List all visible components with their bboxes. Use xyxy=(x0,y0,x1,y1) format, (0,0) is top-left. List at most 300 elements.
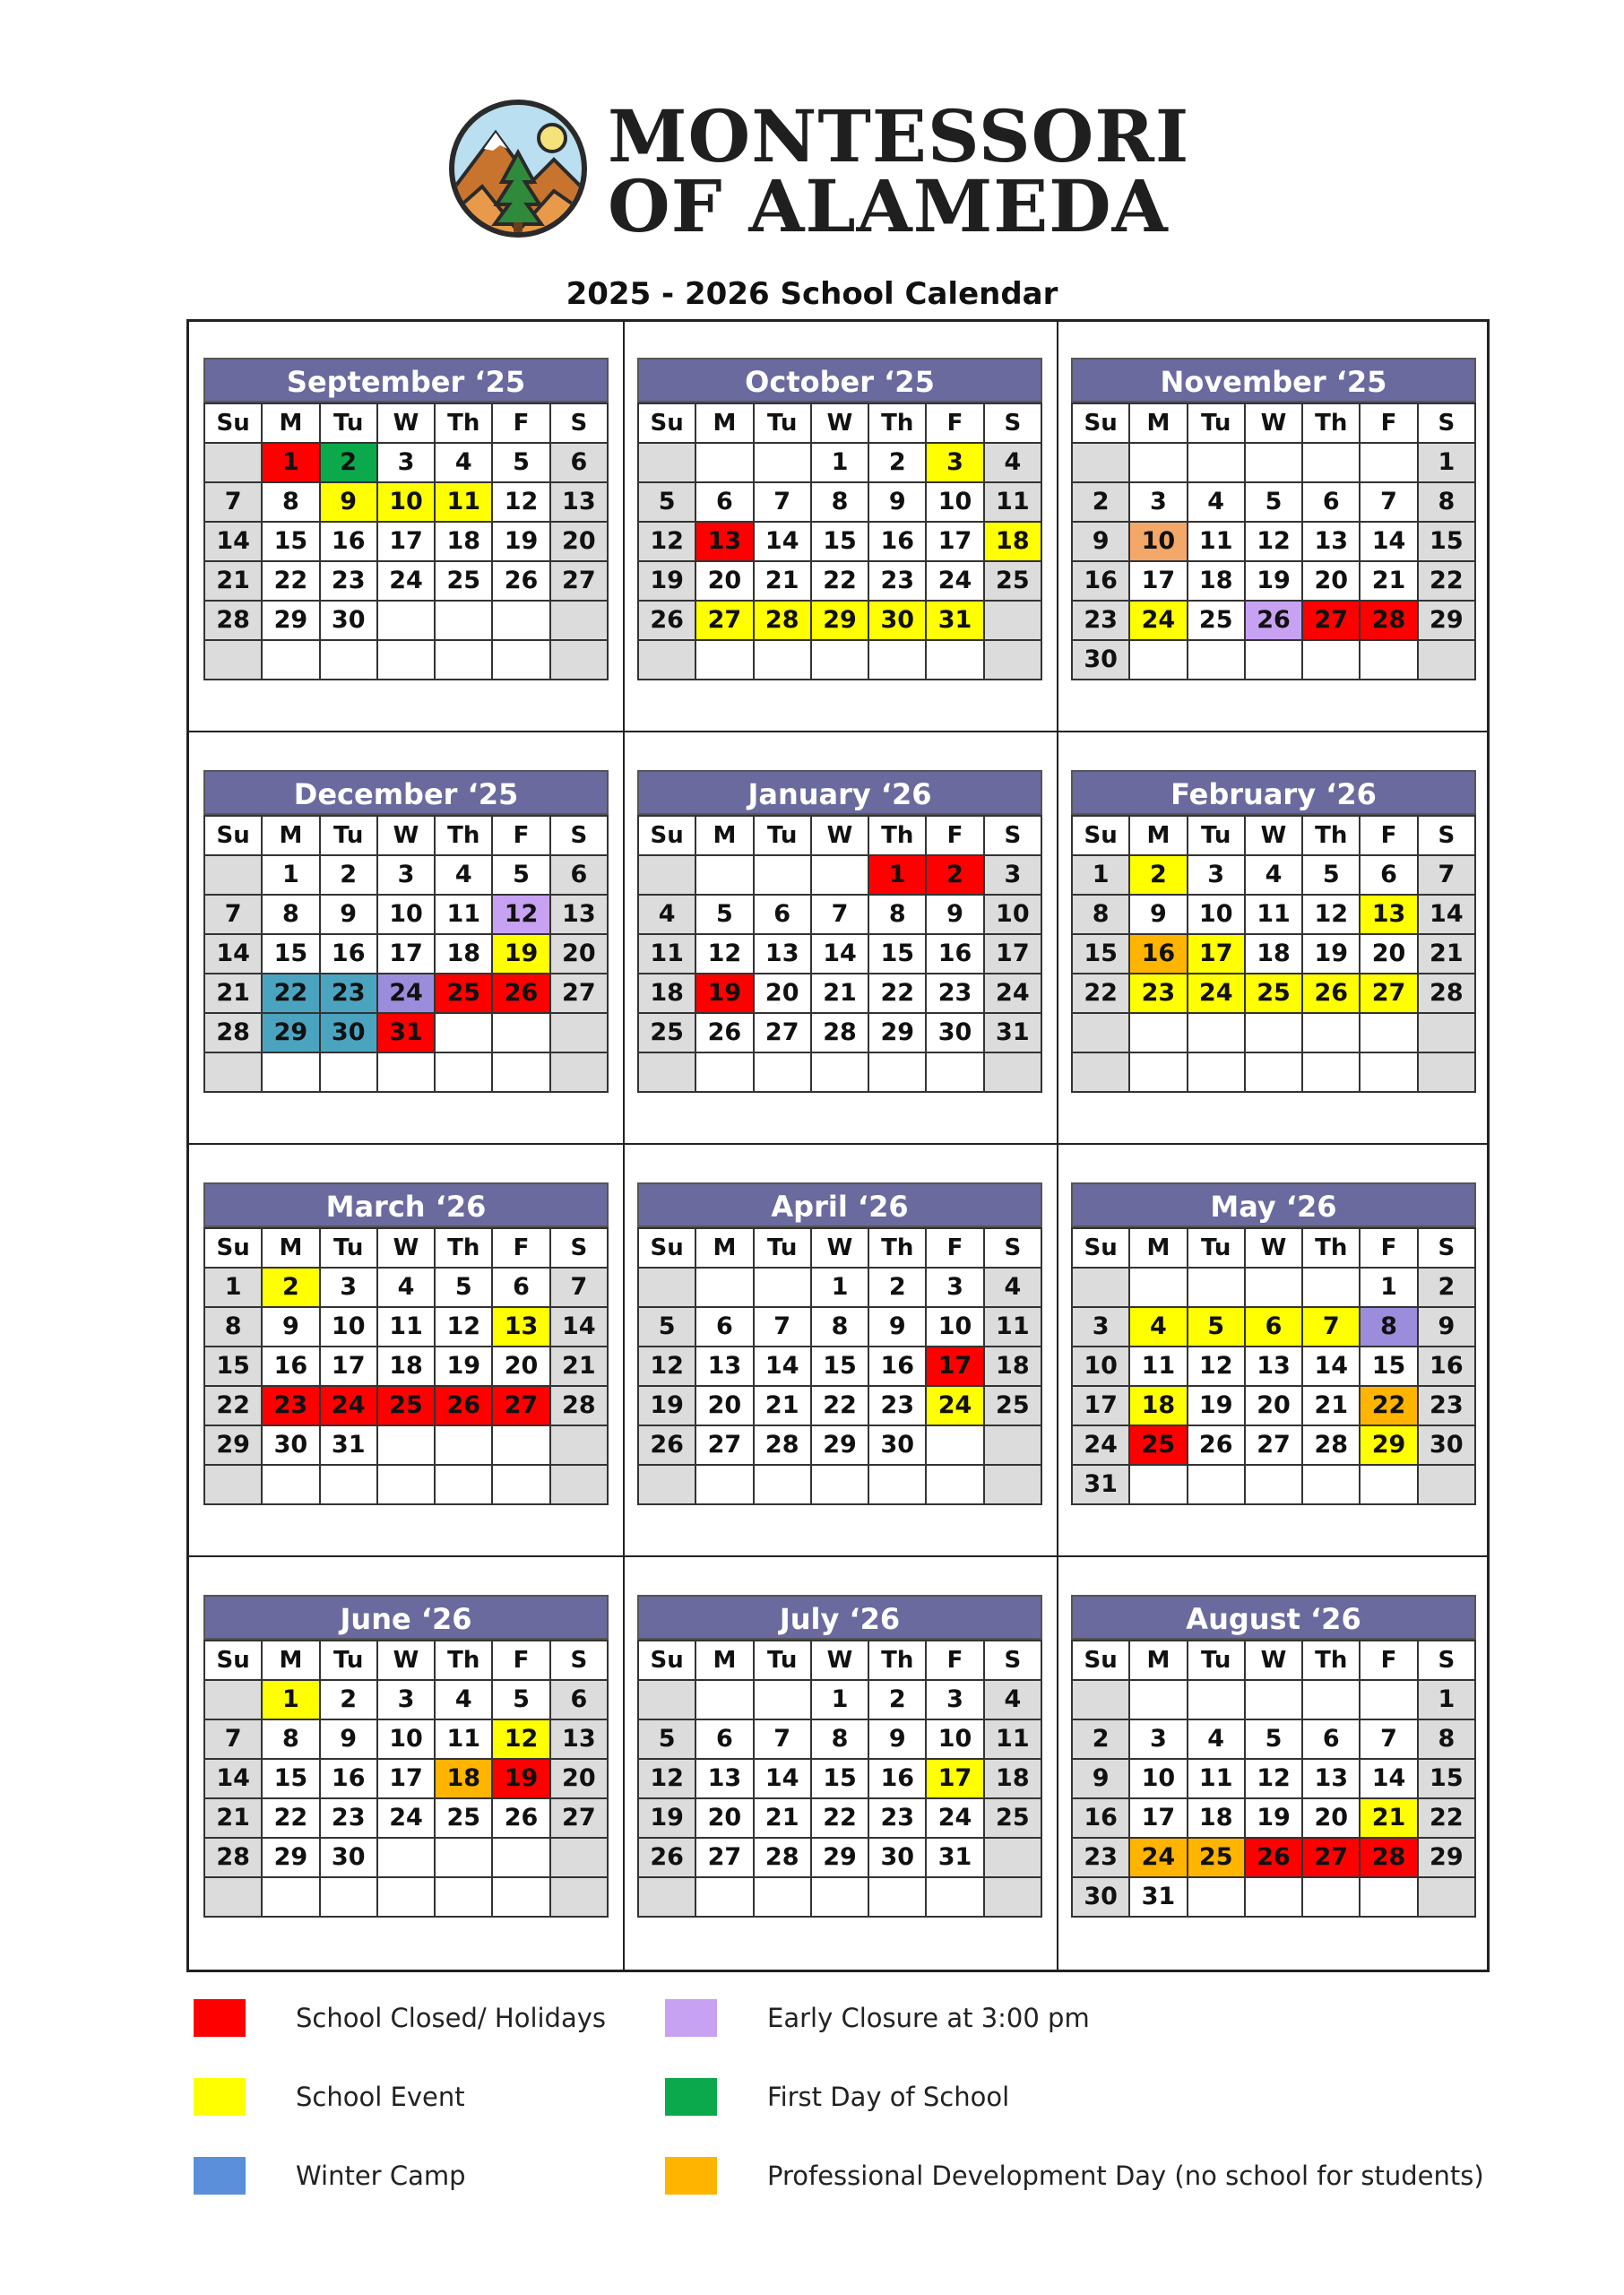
day-cell: 24 xyxy=(1188,974,1245,1013)
day-cell: 25 xyxy=(984,1798,1041,1838)
day-cell: 3 xyxy=(1072,1307,1129,1347)
day-cell: 2 xyxy=(868,1680,926,1719)
week-row xyxy=(1072,934,1475,974)
calendar-title: 2025 - 2026 School Calendar xyxy=(566,276,1058,312)
weekday-label: Th xyxy=(868,816,926,855)
weekday-label: S xyxy=(1418,403,1475,443)
empty-cell xyxy=(754,855,811,895)
day-cell: 8 xyxy=(811,1307,868,1347)
weekday-label: Tu xyxy=(754,816,811,855)
day-cell: 15 xyxy=(262,934,319,974)
weekday-label: Su xyxy=(1072,816,1129,855)
week-row xyxy=(638,561,1041,601)
weekday-label: F xyxy=(926,1228,983,1268)
weekday-label: Su xyxy=(638,403,695,443)
weekday-label: M xyxy=(695,816,753,855)
day-cell: 23 xyxy=(320,561,377,601)
weekday-label: Tu xyxy=(320,403,377,443)
day-cell: 5 xyxy=(492,443,549,482)
day-cell: 15 xyxy=(1418,522,1475,561)
week-row xyxy=(204,443,608,482)
day-cell: 4 xyxy=(1188,482,1245,522)
week-row xyxy=(1072,1386,1475,1425)
day-cell: 13 xyxy=(1360,895,1417,934)
day-cell: 30 xyxy=(320,601,377,640)
day-cell: 26 xyxy=(695,1013,753,1052)
empty-cell xyxy=(435,1465,492,1504)
weekday-label: M xyxy=(695,1228,753,1268)
day-cell: 12 xyxy=(492,895,549,934)
day-cell: 19 xyxy=(638,561,695,601)
day-cell: 9 xyxy=(1072,522,1129,561)
week-row xyxy=(204,1877,608,1917)
day-cell: 6 xyxy=(550,1680,608,1719)
empty-cell xyxy=(811,1052,868,1092)
day-cell: 20 xyxy=(550,1759,608,1798)
month-panel xyxy=(1071,1182,1476,1505)
day-cell: 16 xyxy=(1072,1798,1129,1838)
week-row xyxy=(204,522,608,561)
weekday-header-row xyxy=(638,1228,1041,1268)
day-cell: 6 xyxy=(492,1268,549,1307)
day-cell: 2 xyxy=(1129,855,1187,895)
day-cell: 27 xyxy=(754,1013,811,1052)
empty-cell xyxy=(1072,1680,1129,1719)
day-cell: 23 xyxy=(868,561,926,601)
month-panel xyxy=(637,1182,1042,1505)
weekday-label: Su xyxy=(1072,403,1129,443)
empty-cell xyxy=(811,1465,868,1504)
grid-divider xyxy=(623,322,625,1970)
day-cell: 17 xyxy=(1129,1798,1187,1838)
day-cell: 29 xyxy=(1360,1425,1417,1465)
month-title: March ‘26 xyxy=(203,1182,609,1227)
day-cell: 21 xyxy=(754,1386,811,1425)
month-panel xyxy=(203,770,609,1093)
empty-cell xyxy=(1245,640,1302,680)
day-cell: 13 xyxy=(695,1759,753,1798)
empty-cell xyxy=(492,1465,549,1504)
day-cell: 29 xyxy=(1418,601,1475,640)
empty-cell xyxy=(435,640,492,680)
day-cell: 27 xyxy=(1302,601,1360,640)
day-cell: 7 xyxy=(754,1719,811,1759)
day-cell: 5 xyxy=(638,482,695,522)
day-cell: 7 xyxy=(1418,855,1475,895)
day-cell: 9 xyxy=(868,1307,926,1347)
day-cell: 31 xyxy=(1072,1465,1129,1504)
week-row xyxy=(1072,1465,1475,1504)
day-cell: 11 xyxy=(435,1719,492,1759)
day-cell: 25 xyxy=(1245,974,1302,1013)
weekday-label: F xyxy=(492,816,549,855)
empty-cell xyxy=(868,1877,926,1917)
week-row xyxy=(204,855,608,895)
weekday-label: S xyxy=(984,816,1041,855)
weekday-label: S xyxy=(984,403,1041,443)
weekday-label: W xyxy=(1245,403,1302,443)
weekday-label: Su xyxy=(1072,1641,1129,1680)
week-row xyxy=(204,1719,608,1759)
empty-cell xyxy=(811,1877,868,1917)
day-cell: 12 xyxy=(638,522,695,561)
empty-cell xyxy=(638,1052,695,1092)
week-row xyxy=(638,443,1041,482)
school-logo xyxy=(446,94,1190,249)
month-panel xyxy=(1071,770,1476,1093)
weekday-label: Th xyxy=(868,1228,926,1268)
week-row xyxy=(1072,855,1475,895)
week-row xyxy=(1072,1307,1475,1347)
day-cell: 22 xyxy=(811,1386,868,1425)
empty-cell xyxy=(754,1268,811,1307)
day-cell: 30 xyxy=(262,1425,319,1465)
day-cell: 25 xyxy=(435,974,492,1013)
empty-cell xyxy=(1129,1052,1187,1092)
day-cell: 24 xyxy=(984,974,1041,1013)
day-cell: 17 xyxy=(1188,934,1245,974)
day-cell: 4 xyxy=(984,1680,1041,1719)
day-cell: 24 xyxy=(377,974,435,1013)
day-cell: 28 xyxy=(754,1425,811,1465)
empty-cell xyxy=(984,1052,1041,1092)
day-cell: 4 xyxy=(377,1268,435,1307)
empty-cell xyxy=(550,1877,608,1917)
week-row xyxy=(638,1759,1041,1798)
day-cell: 23 xyxy=(320,1798,377,1838)
day-cell: 8 xyxy=(868,895,926,934)
empty-cell xyxy=(377,1838,435,1877)
day-cell: 23 xyxy=(320,974,377,1013)
month-panel xyxy=(203,1182,609,1505)
week-row xyxy=(638,1013,1041,1052)
empty-cell xyxy=(1360,1465,1417,1504)
empty-cell xyxy=(754,1052,811,1092)
day-cell: 17 xyxy=(377,1759,435,1798)
day-cell: 26 xyxy=(638,1425,695,1465)
day-cell: 20 xyxy=(1245,1386,1302,1425)
day-cell: 21 xyxy=(754,1798,811,1838)
month-title: April ‘26 xyxy=(637,1182,1042,1227)
empty-cell xyxy=(1188,1268,1245,1307)
day-cell: 16 xyxy=(1072,561,1129,601)
empty-cell xyxy=(1245,1268,1302,1307)
grid-divider xyxy=(189,731,1487,732)
day-cell: 11 xyxy=(1188,1759,1245,1798)
month-title: June ‘26 xyxy=(203,1595,609,1640)
day-cell: 8 xyxy=(1418,482,1475,522)
day-cell: 28 xyxy=(1360,1838,1417,1877)
empty-cell xyxy=(492,1013,549,1052)
weekday-label: F xyxy=(1360,403,1417,443)
day-cell: 6 xyxy=(550,855,608,895)
week-row xyxy=(204,934,608,974)
empty-cell xyxy=(550,1838,608,1877)
week-row xyxy=(638,1347,1041,1386)
week-row xyxy=(638,1052,1041,1092)
weekday-label: Tu xyxy=(754,1641,811,1680)
empty-cell xyxy=(754,640,811,680)
day-cell: 22 xyxy=(1418,1798,1475,1838)
day-cell: 22 xyxy=(868,974,926,1013)
weekday-label: W xyxy=(1245,816,1302,855)
day-cell: 20 xyxy=(492,1347,549,1386)
month-table xyxy=(637,815,1042,1093)
weekday-label: W xyxy=(811,816,868,855)
day-cell: 5 xyxy=(1188,1307,1245,1347)
empty-cell xyxy=(695,855,753,895)
day-cell: 8 xyxy=(1360,1307,1417,1347)
week-row xyxy=(1072,1877,1475,1917)
weekday-label: S xyxy=(984,1641,1041,1680)
day-cell: 21 xyxy=(754,561,811,601)
week-row xyxy=(638,1465,1041,1504)
day-cell: 31 xyxy=(377,1013,435,1052)
weekday-label: Th xyxy=(868,1641,926,1680)
day-cell: 2 xyxy=(1072,482,1129,522)
day-cell: 7 xyxy=(1360,1719,1417,1759)
day-cell: 29 xyxy=(262,1838,319,1877)
day-cell: 6 xyxy=(1302,482,1360,522)
day-cell: 3 xyxy=(926,443,983,482)
day-cell: 5 xyxy=(638,1719,695,1759)
day-cell: 15 xyxy=(204,1347,262,1386)
day-cell: 25 xyxy=(1129,1425,1187,1465)
day-cell: 8 xyxy=(204,1307,262,1347)
day-cell: 17 xyxy=(984,934,1041,974)
empty-cell xyxy=(695,1680,753,1719)
day-cell: 19 xyxy=(638,1798,695,1838)
day-cell: 28 xyxy=(754,1838,811,1877)
empty-cell xyxy=(435,1425,492,1465)
empty-cell xyxy=(754,443,811,482)
empty-cell xyxy=(492,1425,549,1465)
day-cell: 28 xyxy=(1418,974,1475,1013)
day-cell: 27 xyxy=(1245,1425,1302,1465)
day-cell: 29 xyxy=(811,1425,868,1465)
day-cell: 6 xyxy=(1302,1719,1360,1759)
weekday-label: F xyxy=(1360,1641,1417,1680)
day-cell: 10 xyxy=(926,482,983,522)
day-cell: 1 xyxy=(1360,1268,1417,1307)
empty-cell xyxy=(1188,1052,1245,1092)
empty-cell xyxy=(754,1680,811,1719)
day-cell: 3 xyxy=(1129,482,1187,522)
day-cell: 8 xyxy=(1418,1719,1475,1759)
month-title: December ‘25 xyxy=(203,770,609,815)
day-cell: 13 xyxy=(550,1719,608,1759)
empty-cell xyxy=(638,640,695,680)
month-panel xyxy=(637,1595,1042,1918)
legend-swatch xyxy=(194,1999,246,2037)
empty-cell xyxy=(868,640,926,680)
empty-cell xyxy=(1245,1052,1302,1092)
day-cell: 12 xyxy=(1245,1759,1302,1798)
month-title: August ‘26 xyxy=(1071,1595,1476,1640)
day-cell: 25 xyxy=(435,561,492,601)
day-cell: 21 xyxy=(1418,934,1475,974)
day-cell: 18 xyxy=(984,1759,1041,1798)
weekday-label: Th xyxy=(1302,1228,1360,1268)
day-cell: 30 xyxy=(926,1013,983,1052)
empty-cell xyxy=(204,1877,262,1917)
day-cell: 22 xyxy=(1418,561,1475,601)
weekday-header-row xyxy=(1072,1641,1475,1680)
day-cell: 18 xyxy=(1188,561,1245,601)
day-cell: 16 xyxy=(320,522,377,561)
empty-cell xyxy=(435,1838,492,1877)
day-cell: 1 xyxy=(1072,855,1129,895)
day-cell: 31 xyxy=(1129,1877,1187,1917)
weekday-label: W xyxy=(811,1228,868,1268)
day-cell: 30 xyxy=(1072,640,1129,680)
day-cell: 1 xyxy=(262,855,319,895)
empty-cell xyxy=(204,443,262,482)
day-cell: 11 xyxy=(1245,895,1302,934)
empty-cell xyxy=(1302,1465,1360,1504)
weekday-label: F xyxy=(1360,816,1417,855)
week-row xyxy=(1072,601,1475,640)
month-table xyxy=(1071,403,1476,680)
day-cell: 6 xyxy=(550,443,608,482)
day-cell: 14 xyxy=(204,1759,262,1798)
weekday-label: M xyxy=(695,403,753,443)
weekday-label: W xyxy=(377,1228,435,1268)
empty-cell xyxy=(262,1465,319,1504)
day-cell: 29 xyxy=(1418,1838,1475,1877)
empty-cell xyxy=(984,640,1041,680)
empty-cell xyxy=(1129,1680,1187,1719)
day-cell: 10 xyxy=(377,482,435,522)
day-cell: 14 xyxy=(550,1307,608,1347)
day-cell: 20 xyxy=(1360,934,1417,974)
empty-cell xyxy=(1072,443,1129,482)
day-cell: 19 xyxy=(695,974,753,1013)
day-cell: 12 xyxy=(435,1307,492,1347)
week-row xyxy=(204,895,608,934)
day-cell: 24 xyxy=(1129,601,1187,640)
month-table xyxy=(637,1227,1042,1505)
day-cell: 28 xyxy=(204,601,262,640)
day-cell: 27 xyxy=(550,561,608,601)
weekday-label: Tu xyxy=(1188,816,1245,855)
weekday-label: F xyxy=(926,816,983,855)
empty-cell xyxy=(984,1465,1041,1504)
week-row xyxy=(1072,1013,1475,1052)
day-cell: 17 xyxy=(926,1759,983,1798)
empty-cell xyxy=(695,443,753,482)
empty-cell xyxy=(984,1425,1041,1465)
day-cell: 3 xyxy=(377,855,435,895)
weekday-label: M xyxy=(262,1228,319,1268)
day-cell: 18 xyxy=(984,1347,1041,1386)
month-panel xyxy=(203,358,609,680)
day-cell: 23 xyxy=(868,1798,926,1838)
day-cell: 8 xyxy=(262,895,319,934)
day-cell: 13 xyxy=(492,1307,549,1347)
day-cell: 7 xyxy=(1302,1307,1360,1347)
weekday-label: W xyxy=(377,816,435,855)
legend-swatch xyxy=(194,2078,246,2116)
legend-label: School Closed/ Holidays xyxy=(296,2003,607,2033)
week-row xyxy=(204,640,608,680)
day-cell: 27 xyxy=(1360,974,1417,1013)
day-cell: 12 xyxy=(492,1719,549,1759)
empty-cell xyxy=(1418,640,1475,680)
empty-cell xyxy=(1360,1013,1417,1052)
day-cell: 8 xyxy=(811,482,868,522)
day-cell: 18 xyxy=(1245,934,1302,974)
empty-cell xyxy=(926,1877,983,1917)
weekday-label: Tu xyxy=(1188,1228,1245,1268)
legend-swatch xyxy=(194,2157,246,2195)
grid-divider xyxy=(189,1143,1487,1145)
week-row xyxy=(1072,974,1475,1013)
day-cell: 23 xyxy=(1129,974,1187,1013)
day-cell: 25 xyxy=(1188,1838,1245,1877)
day-cell: 1 xyxy=(262,443,319,482)
day-cell: 21 xyxy=(550,1347,608,1386)
empty-cell xyxy=(550,1013,608,1052)
grid-divider xyxy=(1057,322,1058,1970)
week-row xyxy=(204,1798,608,1838)
empty-cell xyxy=(1418,1465,1475,1504)
day-cell: 16 xyxy=(320,934,377,974)
day-cell: 10 xyxy=(1129,522,1187,561)
empty-cell xyxy=(638,1877,695,1917)
day-cell: 3 xyxy=(377,1680,435,1719)
mountain-tree-logo-icon xyxy=(446,97,590,240)
day-cell: 14 xyxy=(1302,1347,1360,1386)
day-cell: 11 xyxy=(984,1719,1041,1759)
day-cell: 23 xyxy=(1418,1386,1475,1425)
day-cell: 20 xyxy=(1302,561,1360,601)
weekday-header-row xyxy=(204,403,608,443)
weekday-label: F xyxy=(926,403,983,443)
empty-cell xyxy=(377,601,435,640)
weekday-label: M xyxy=(262,1641,319,1680)
empty-cell xyxy=(1360,1052,1417,1092)
empty-cell xyxy=(1302,1877,1360,1917)
week-row xyxy=(638,1877,1041,1917)
day-cell: 10 xyxy=(1072,1347,1129,1386)
day-cell: 11 xyxy=(1188,522,1245,561)
empty-cell xyxy=(1360,640,1417,680)
day-cell: 15 xyxy=(1418,1759,1475,1798)
day-cell: 23 xyxy=(868,1386,926,1425)
day-cell: 4 xyxy=(1245,855,1302,895)
day-cell: 22 xyxy=(811,561,868,601)
empty-cell xyxy=(1360,1680,1417,1719)
empty-cell xyxy=(638,1680,695,1719)
day-cell: 13 xyxy=(550,895,608,934)
month-table xyxy=(203,403,609,680)
week-row xyxy=(204,1347,608,1386)
day-cell: 2 xyxy=(868,1268,926,1307)
week-row xyxy=(1072,1798,1475,1838)
day-cell: 15 xyxy=(1360,1347,1417,1386)
weekday-label: S xyxy=(1418,1228,1475,1268)
empty-cell xyxy=(377,1052,435,1092)
weekday-label: Th xyxy=(868,403,926,443)
week-row xyxy=(1072,482,1475,522)
week-row xyxy=(204,1013,608,1052)
month-panel xyxy=(1071,358,1476,680)
day-cell: 2 xyxy=(926,855,983,895)
day-cell: 2 xyxy=(320,855,377,895)
empty-cell xyxy=(811,640,868,680)
week-row xyxy=(204,974,608,1013)
